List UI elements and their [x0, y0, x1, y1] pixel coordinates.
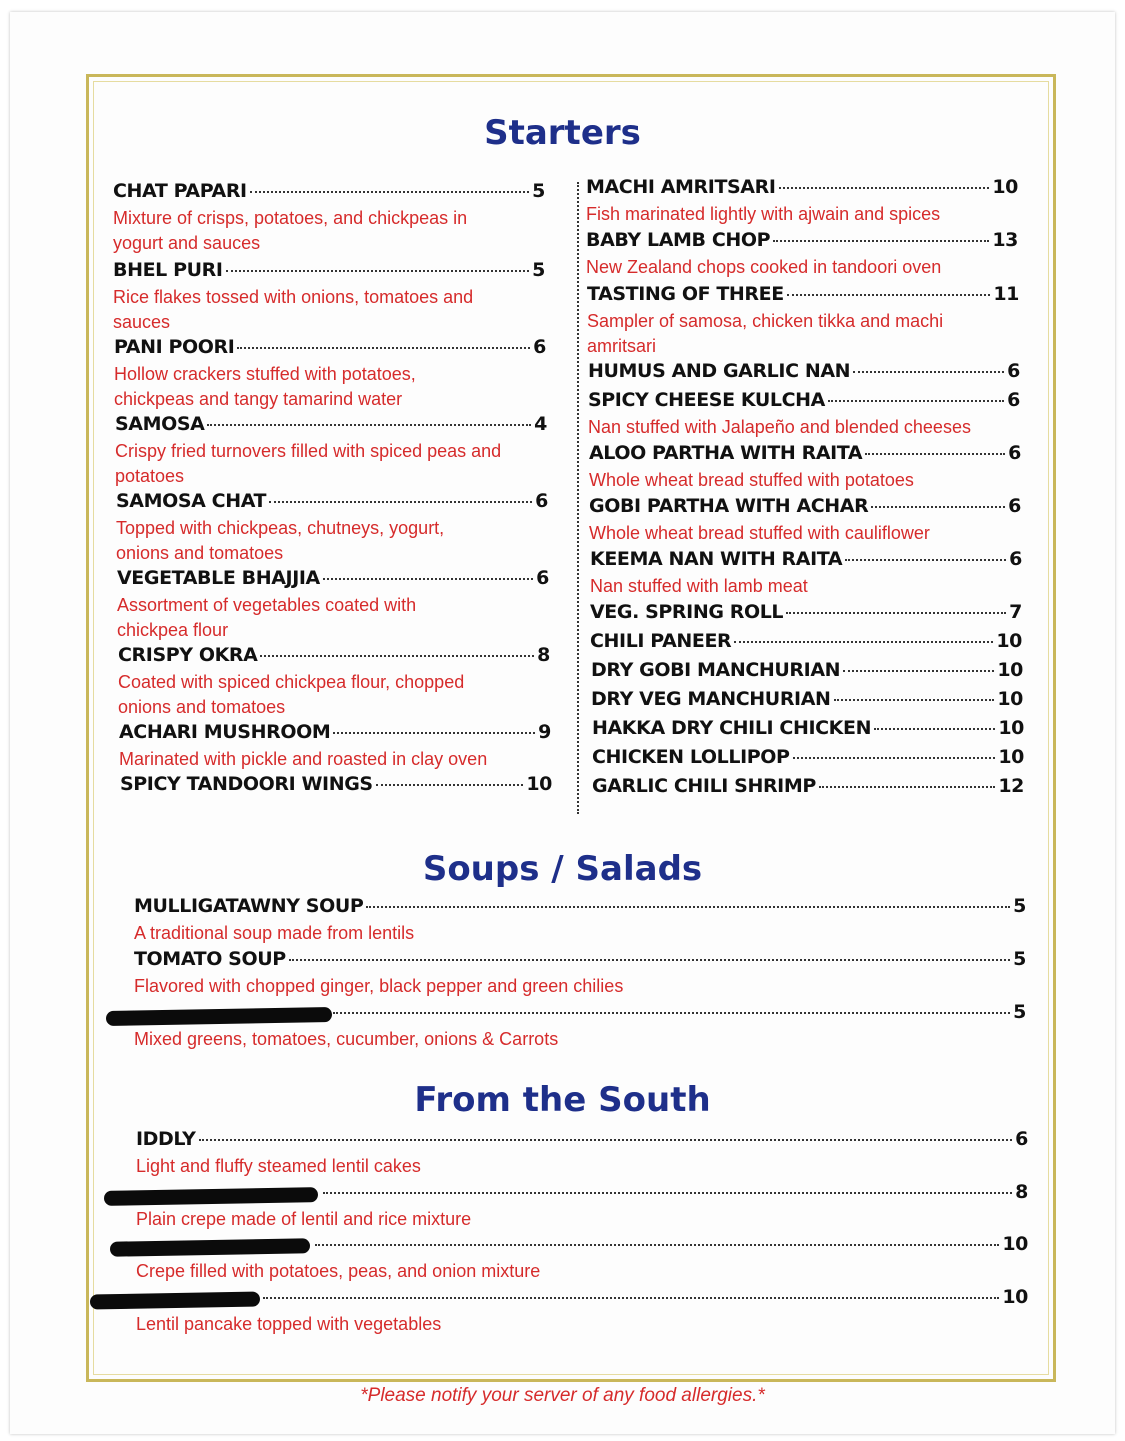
item-name: MACHI AMRITSARI — [586, 176, 776, 198]
item-description: A traditional soup made from lentils — [134, 923, 415, 943]
item-name: VEGETABLE BHAJJIA — [117, 567, 320, 589]
item-price: 6 — [536, 567, 549, 589]
item-name: SAMOSA — [115, 413, 205, 435]
item-description: Lentil pancake topped with vegetables — [136, 1314, 442, 1334]
section-title-from-the-south: From the South — [414, 1080, 711, 1120]
item-description: Nan stuffed with lamb meat — [590, 576, 808, 596]
menu-item — [589, 442, 1021, 493]
item-price: 10 — [998, 717, 1024, 739]
item-price: 6 — [1009, 548, 1022, 570]
item-price: 6 — [533, 336, 546, 358]
menu-item — [592, 775, 1024, 801]
menu-item — [592, 717, 1024, 743]
item-description: Topped with chickpeas, chutneys, yogurt, onions and tomatoes — [116, 518, 445, 563]
menu-item — [134, 948, 1026, 999]
allergy-notice: *Please notify your server of any food allergies.* — [360, 1385, 765, 1406]
item-description: Nan stuffed with Jalapeño and blended cheeses — [588, 417, 971, 437]
item-name: IDDLY — [136, 1128, 196, 1150]
item-description: Light and fluffy steamed lentil cakes — [136, 1156, 421, 1176]
menu-item — [120, 773, 552, 799]
menu-item — [587, 283, 1019, 359]
column-divider — [577, 182, 579, 814]
item-description: Crispy fried turnovers filled with spiced peas and potatoes — [115, 441, 502, 486]
item-name: SPICY CHEESE KULCHA — [588, 389, 825, 411]
item-description: Mixed greens, tomatoes, cucumber, onions & Carrots — [134, 1029, 559, 1049]
menu-item — [114, 336, 546, 412]
menu-item — [591, 659, 1023, 685]
item-name: KEEMA NAN WITH RAITA — [590, 548, 843, 570]
item-description: Flavored with chopped ginger, black pepper and green chilies — [134, 976, 624, 996]
menu-item — [136, 1128, 1028, 1179]
item-price: 10 — [998, 746, 1024, 768]
item-description: Rice flakes tossed with onions, tomatoes and sauces — [113, 287, 474, 332]
item-description: Sampler of samosa, chicken tikka and machi amritsari — [587, 311, 944, 356]
item-price: 8 — [1015, 1181, 1028, 1203]
item-name: DRY GOBI MANCHURIAN — [591, 659, 841, 681]
menu-item — [113, 180, 545, 256]
menu-item — [117, 567, 549, 643]
item-name: VEG. SPRING ROLL — [590, 601, 784, 623]
section-title-starters: Starters — [484, 113, 641, 153]
menu-item — [118, 644, 550, 720]
item-description: Assortment of vegetables coated with chickpea flour — [117, 595, 417, 640]
item-description: Fish marinated lightly with ajwain and spices — [586, 204, 941, 224]
menu-item — [119, 721, 551, 772]
menu-item — [588, 389, 1020, 440]
item-name: ALOO PARTHA WITH RAITA — [589, 442, 863, 464]
item-name: PANI POORI — [114, 336, 235, 358]
menu-item — [586, 229, 1018, 280]
item-name: BABY LAMB CHOP — [586, 229, 771, 251]
item-price: 10 — [996, 630, 1022, 652]
item-description: Mixture of crisps, potatoes, and chickpeas in yogurt and sauces — [113, 208, 468, 253]
menu-item — [134, 895, 1026, 946]
item-price: 10 — [992, 176, 1018, 198]
item-price: 10 — [997, 688, 1023, 710]
item-name: HAKKA DRY CHILI CHICKEN — [592, 717, 872, 739]
item-name: SPICY TANDOORI WINGS — [120, 773, 373, 795]
item-price: 5 — [1013, 948, 1026, 970]
menu-item — [136, 1286, 1028, 1337]
item-price: 13 — [992, 229, 1018, 251]
item-name: CHICKEN LOLLIPOP — [592, 746, 790, 768]
item-price: 6 — [535, 490, 548, 512]
item-price: 10 — [997, 659, 1023, 681]
item-description: Crepe filled with potatoes, peas, and onion mixture — [136, 1261, 541, 1281]
menu-item — [590, 630, 1022, 656]
menu-item — [590, 601, 1022, 627]
item-description: Hollow crackers stuffed with potatoes, chickpeas and tangy tamarind water — [114, 364, 416, 409]
item-price: 10 — [526, 773, 552, 795]
item-name: GOBI PARTHA WITH ACHAR — [589, 495, 869, 517]
item-price: 6 — [1008, 495, 1021, 517]
menu-item — [591, 688, 1023, 714]
menu-item — [588, 360, 1020, 386]
item-name: DRY VEG MANCHURIAN — [591, 688, 831, 710]
menu-item — [116, 490, 548, 566]
section-title-soups-salads: Soups / Salads — [422, 849, 703, 889]
item-description: Plain crepe made of lentil and rice mixture — [136, 1209, 472, 1229]
menu-item — [592, 746, 1024, 772]
item-description: Coated with spiced chickpea flour, chopped onions and tomatoes — [118, 672, 465, 717]
item-name: TASTING OF THREE — [587, 283, 784, 305]
item-price: 6 — [1008, 442, 1021, 464]
item-price: 9 — [538, 721, 551, 743]
item-name: HUMUS AND GARLIC NAN — [588, 360, 851, 382]
item-price: 5 — [532, 259, 545, 281]
item-name: MULLIGATAWNY SOUP — [134, 895, 364, 917]
menu-item — [113, 259, 545, 335]
menu-item — [115, 413, 547, 489]
item-price: 7 — [1009, 601, 1022, 623]
item-price: 5 — [1013, 1001, 1026, 1023]
item-name: GARLIC CHILI SHRIMP — [592, 775, 816, 797]
item-name: TOMATO SOUP — [134, 948, 286, 970]
item-name: ACHARI MUSHROOM — [119, 721, 331, 743]
item-description: New Zealand chops cooked in tandoori oven — [586, 257, 942, 277]
item-price: 12 — [998, 775, 1024, 797]
item-name: CHILI PANEER — [590, 630, 732, 652]
item-price: 10 — [1002, 1286, 1028, 1308]
item-price: 8 — [537, 644, 550, 666]
item-price: 6 — [1007, 389, 1020, 411]
item-name: CHAT PAPARI — [113, 180, 247, 202]
item-price: 6 — [1007, 360, 1020, 382]
item-description: Whole wheat bread stuffed with cauliflower — [589, 523, 930, 543]
item-price: 4 — [534, 413, 547, 435]
item-name: CRISPY OKRA — [118, 644, 258, 666]
item-price: 5 — [1013, 895, 1026, 917]
item-price: 10 — [1002, 1233, 1028, 1255]
menu-item — [589, 495, 1021, 546]
menu-item — [586, 176, 1018, 227]
item-name: BHEL PURI — [113, 259, 223, 281]
item-price: 11 — [993, 283, 1019, 305]
redaction-mark — [90, 1292, 260, 1310]
item-name: SAMOSA CHAT — [116, 490, 267, 512]
item-price: 6 — [1015, 1128, 1028, 1150]
menu-item — [590, 548, 1022, 599]
item-description: Whole wheat bread stuffed with potatoes — [589, 470, 914, 490]
item-price: 5 — [532, 180, 545, 202]
item-description: Marinated with pickle and roasted in clay oven — [119, 749, 488, 769]
